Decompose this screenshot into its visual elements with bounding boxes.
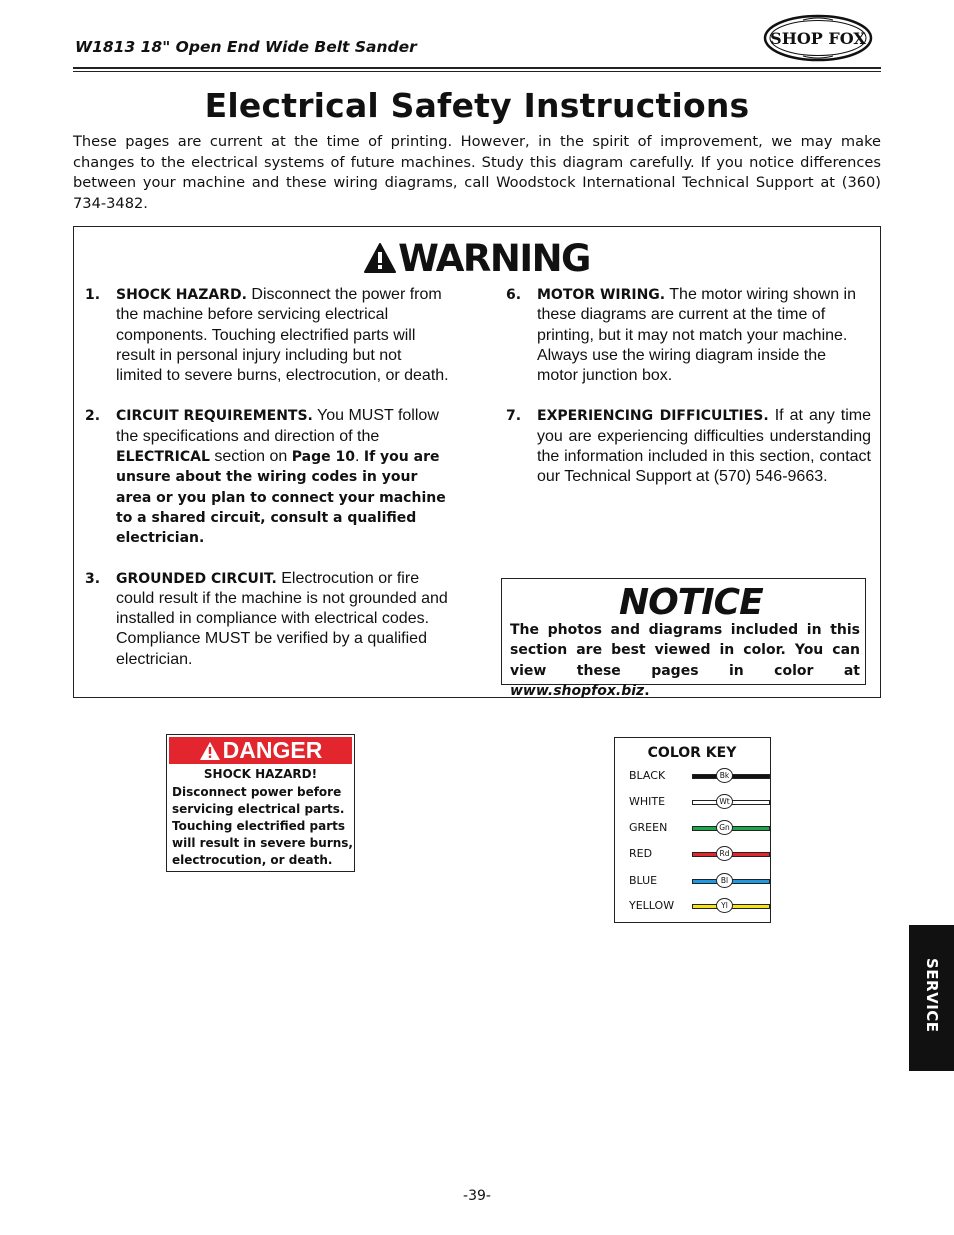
warning-heading-text: WARNING xyxy=(398,237,590,280)
item-text: . xyxy=(354,448,360,466)
item-number: 3. xyxy=(85,570,101,587)
danger-label xyxy=(166,734,355,872)
color-key-abbr: Wt xyxy=(716,794,733,809)
item-text-bold: ELECTRICAL xyxy=(116,449,210,466)
item-number: 6. xyxy=(506,287,522,303)
color-key xyxy=(614,737,771,923)
item-lead: SHOCK HAZARD. xyxy=(116,287,247,303)
danger-header xyxy=(169,737,352,764)
color-key-label: BLUE xyxy=(629,874,658,887)
color-key-abbr: Yl xyxy=(716,898,733,913)
color-key-label: RED xyxy=(629,847,653,860)
item-lead: EXPERIENCING DIFFICULTIES. xyxy=(537,408,769,425)
header-rule-thin xyxy=(73,71,881,72)
color-key-row xyxy=(629,768,759,784)
danger-triangle-icon xyxy=(199,741,221,761)
intro-paragraph: These pages are current at the time of printing. However, in the spirit of improvement, we may make changes to the electrical systems of future machines. Study this diagram carefully. If you notice differences between your machine and these wiring diagrams, call Woodstock International Technical Support at (360) 734-3482. xyxy=(73,133,881,212)
item-number: 2. xyxy=(85,408,101,425)
item-text: If at any time you are experiencing difficulties understanding the information included in this section, contact our Technical Support at (570) 546-9663. xyxy=(537,407,872,486)
notice-heading: NOTICE xyxy=(619,582,763,623)
color-key-abbr: Bk xyxy=(716,768,733,783)
notice-text-body: The photos and diagrams included in this section are best viewed in color. You can view these pages in color at xyxy=(510,622,860,679)
item-number: 7. xyxy=(506,408,522,425)
warning-column-right xyxy=(506,285,871,508)
item-page-ref: Page 10 xyxy=(291,449,355,466)
color-key-abbr: Gn xyxy=(716,820,733,835)
danger-heading: DANGER xyxy=(222,737,323,763)
warning-box xyxy=(73,226,881,698)
warning-triangle-icon xyxy=(363,242,397,274)
color-key-row xyxy=(629,820,759,836)
color-key-label: BLACK xyxy=(629,769,666,782)
notice-text xyxy=(510,620,860,701)
notice-text-end: . xyxy=(644,682,650,699)
color-key-label: YELLOW xyxy=(629,899,675,912)
warning-item xyxy=(85,569,450,670)
item-text-bold: If you are unsure about the wiring codes in your area or you plan to connect your machine to a shared circuit, consult a qualified electrician. xyxy=(116,449,446,547)
document-header-title: W1813 18" Open End Wide Belt Sander xyxy=(75,38,417,56)
warning-heading xyxy=(74,237,879,281)
item-text: The motor wiring shown in these diagrams are current at the time of printing, but it may not match your machine. Always use the wiring diagram inside the motor junction box. xyxy=(537,286,857,385)
warning-item xyxy=(85,285,450,386)
item-lead: MOTOR WIRING. xyxy=(537,287,666,303)
color-key-row xyxy=(629,794,759,810)
section-tab-label: SERVICE xyxy=(923,958,941,1033)
color-key-abbr: Bl xyxy=(716,873,733,888)
color-key-row xyxy=(629,846,759,862)
danger-text: Disconnect power before servicing electrical parts. Touching electrified parts will result in severe burns, electrocution, or death. xyxy=(172,785,353,867)
header-rule xyxy=(73,67,881,69)
item-lead: CIRCUIT REQUIREMENTS. xyxy=(116,408,313,425)
color-key-label: WHITE xyxy=(629,795,666,808)
danger-subheading: SHOCK HAZARD! xyxy=(203,767,318,781)
notice-box xyxy=(501,578,866,699)
item-text: You MUST follow the specifications and direction of the xyxy=(116,407,439,445)
color-key-label: GREEN xyxy=(629,821,668,834)
item-lead: GROUNDED CIRCUIT. xyxy=(116,570,277,587)
warning-column-left xyxy=(85,285,450,690)
color-key-title: COLOR KEY xyxy=(647,745,737,761)
warning-item xyxy=(85,406,450,548)
page-title: Electrical Safety Instructions xyxy=(204,86,750,125)
section-tab xyxy=(909,925,954,1071)
item-number: 1. xyxy=(85,287,101,303)
shop-fox-logo xyxy=(763,14,873,62)
warning-item xyxy=(506,285,871,386)
item-text: section on xyxy=(214,448,288,466)
logo-text: SHOP FOX xyxy=(770,29,866,48)
page-number: -39- xyxy=(463,1188,491,1204)
item-text: Electrocution or fire could result if the machine is not grounded and installed in compliance with electrical codes. Compliance MUST be verified by a qualified electrician. xyxy=(116,569,448,668)
item-text: Disconnect the power from the machine before servicing electrical components. Touching electrified parts will result in personal injury including but not limited to severe burns, electrocution, or death. xyxy=(116,286,449,385)
notice-link[interactable]: www.shopfox.biz xyxy=(510,682,645,699)
color-key-abbr: Rd xyxy=(716,846,733,861)
color-key-row xyxy=(629,873,759,889)
warning-item xyxy=(506,406,871,487)
color-key-row xyxy=(629,898,759,914)
